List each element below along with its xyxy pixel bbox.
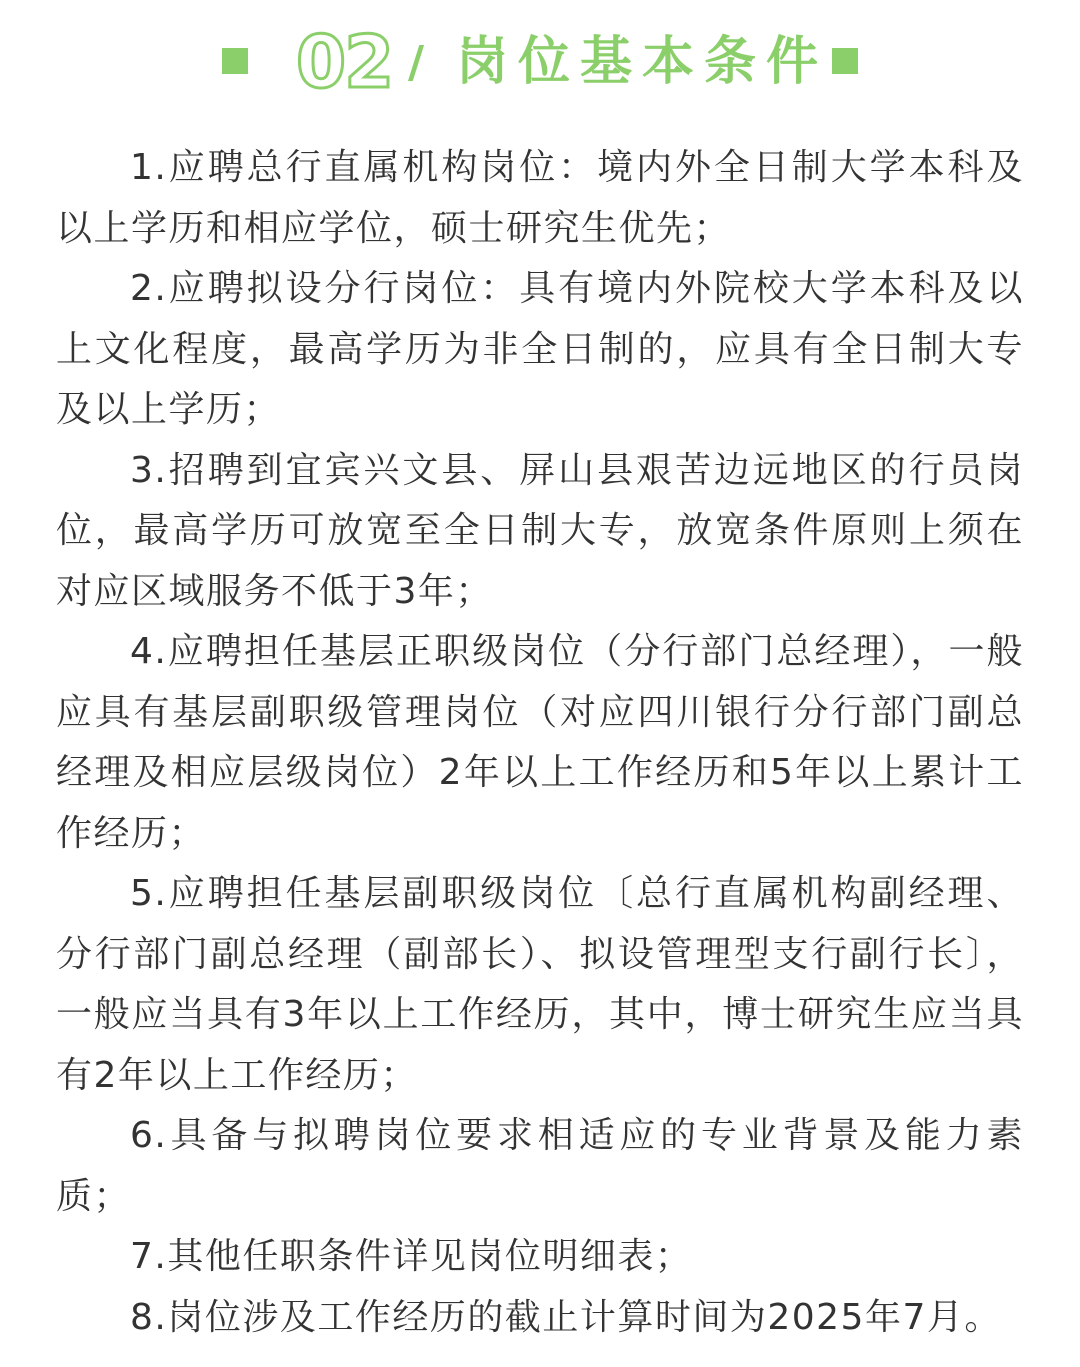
condition-item: 8.岗位涉及工作经历的截止计算时间为2025年7月。 bbox=[130, 1296, 1002, 1338]
conditions-list bbox=[56, 138, 1024, 1348]
condition-item: 3.招聘到宜宾兴文县、屏山县艰苦边远地区的行员岗位，最高学历可放宽至全日制大专，放宽条件原则上须在对应区域服务不低于3年； bbox=[56, 449, 1024, 612]
section-header bbox=[0, 22, 1080, 102]
section-number: 02 bbox=[296, 20, 393, 104]
section-title: 岗位基本条件 bbox=[456, 32, 829, 92]
right-square-icon bbox=[832, 48, 858, 74]
condition-item: 6.具备与拟聘岗位要求相适应的专业背景及能力素质； bbox=[56, 1115, 1024, 1217]
section-slash: / bbox=[408, 37, 425, 88]
left-square-icon bbox=[222, 48, 248, 74]
condition-item: 5.应聘担任基层副职级岗位〔总行直属机构副经理、分行部门副总经理（副部长）、拟设管理型支行副行长〕，一般应当具有3年以上工作经历，其中，博士研究生应当具有2年以上工作经历； bbox=[56, 873, 1024, 1096]
condition-item: 7.其他任职条件详见岗位明细表； bbox=[130, 1236, 693, 1277]
condition-item: 2.应聘拟设分行岗位：具有境内外院校大学本科及以上文化程度，最高学历为非全日制的，应具有全日制大专及以上学历； bbox=[56, 268, 1024, 430]
condition-item: 1.应聘总行直属机构岗位：境内外全日制大学本科及以上学历和相应学位，硕士研究生优先； bbox=[56, 147, 1024, 249]
condition-item: 4.应聘担任基层正职级岗位（分行部门总经理），一般应具有基层副职级管理岗位（对应四川银行分行部门副总经理及相应层级岗位）2年以上工作经历和5年以上累计工作经历； bbox=[56, 631, 1024, 854]
